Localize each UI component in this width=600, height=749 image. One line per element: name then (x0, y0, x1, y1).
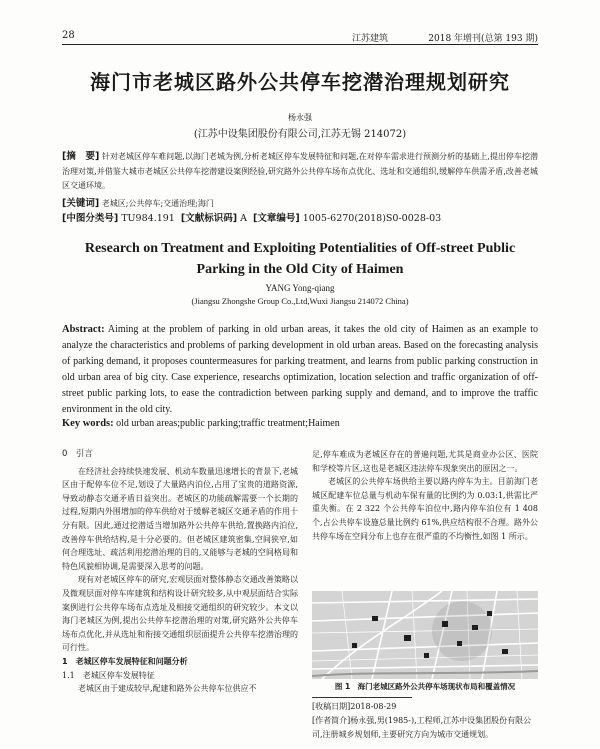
subsection-heading-1-1: 1.1 老城区停车发展特征 (62, 670, 155, 680)
body-paragraph-continued: 足,停车难成为老城区存在的普遍问题,尤其是商业办公区、医院和学校等片区,这也是老城区违法停车现象突出的原因之一。 (312, 450, 538, 473)
abstract-en-text: Aiming at the problem of parking in old urban areas, it takes the old city of Haimen as an example to analyze the characteristics and problems of parking development in old urban areas. Based on the forecasting analysis of parking demand, it proposes countermeasures for parking treatment, and learns from public parking construction in old urban area of big city. Case experience, researchs optimization, location selection and traffic organization of off-street public parking lots, to ease the contradiction between parking supply and demand, and to improve the traffic environment in the old city. (62, 324, 538, 415)
body-paragraph: 老城区由于建成较早,配建和路外公共停车位供应不 (78, 684, 257, 694)
running-header (62, 30, 538, 45)
abstract-cn-label: [摘 要] (62, 151, 100, 162)
paper-title-cn: 海门市老城区路外公共停车挖潜治理规划研究 (90, 70, 510, 94)
keywords-cn-text: 老城区;公共停车;交通治理;海门 (101, 199, 214, 208)
section-heading-1: 1 老城区停车发展特征和问题分析 (62, 656, 188, 666)
footnotes (312, 700, 538, 742)
article-number-value: 1005-6270(2018)S0-0028-03 (302, 213, 442, 224)
doc-code-value: A (240, 213, 247, 224)
keywords-en (62, 418, 538, 429)
body-column-left (62, 448, 298, 696)
figure-1-caption: 图 1 海门老城区路外公共停车场现状布局和覆盖情况 (334, 682, 516, 691)
article-number-label: [文章编号] (253, 213, 300, 224)
abstract-en-label: Abstract: (62, 324, 105, 335)
received-date: [收稿日期]2018-08-29 (312, 702, 397, 711)
classification-line (62, 210, 580, 224)
abstract-cn-text: 针对老城区停车难问题,以海门老城为例,分析老城区停车发展特征和问题,在对停车需求进行预测分析的基础上,提出停车挖潜治理对策,并借鉴大城市老城区公共停车挖潜建设案例经验,研究路外公共停车场布点优化、选址和交通组织,缓解停车供需矛盾,改善老城区交通环境。 (62, 152, 538, 190)
abstract-cn (62, 150, 538, 194)
keywords-en-label: Key words: (62, 418, 114, 429)
body-paragraph: 在经济社会持续快速发展、机动车数量迅速增长的背景下,老城区由于配停车位不足,划设了大量路内泊位,占用了宝贵的道路资源,导致动静态交通矛盾日益突出。老城区的功能疏解需要一个长期的过程,短期内外围增加的停车供给对于缓解老城区交通矛盾的作用十分有限。因此,通过挖潜适当增加路外公共停车供给,置换路内泊位,改善停车供给结构,是十分必要的。但老城区建筑密集,空间狭窄,如何合理选址、疏活利用挖潜治理的目的,又能够与老城的空间格局和特色风貌相协调,是需要深入思考的问题。 (62, 466, 298, 571)
section-heading-introduction: 0 引言 (62, 449, 93, 459)
issue-info: 2018 年增刊(总第 193 期) (428, 34, 538, 44)
clc-value: TU984.191 (121, 213, 175, 224)
doc-code-label: [文献标识码] (180, 213, 238, 224)
affiliation-cn: (江苏中设集团股份有限公司,江苏无锡 214072) (193, 129, 407, 140)
author-cn: 杨永强 (288, 113, 312, 122)
paper-title-en: Research on Treatment and Exploiting Potentialities of Off-street Public Parking in the Old City of Haimen (84, 241, 516, 277)
clc-label: [中图分类号] (62, 213, 119, 224)
map-coverage-area (432, 601, 492, 661)
keywords-en-text: old urban areas;public parking;traffic treatment;Haimen (116, 418, 340, 429)
body-paragraph: 现有对老城区停车的研究,宏观层面对整体静态交通改善策略以及微观层面对停车库建筑和结构设计研究较多,从中观层面结合实际案例进行公共停车场布点选址及相接交通组织的研究较少。本文以海门老城区为例,提出公共停车挖潜治理的对策,研究路外公共停车场布点优化,并从选址和衔接交通组织层面提升公共停车挖潜治理的可行性。 (62, 575, 298, 653)
body-paragraph: 老城区的公共停车场供给主要以路内停车为主。目前海门老城区配建车位总量与机动车保有量的比例约为 0.03:1,供需比严重失衡。在 2 322 个公共停车泊位中,路内停车泊位有 1 408 个,占公共停车设施总量比例约 61%,供应结构很不合理。路外公共停车场在空间分布上也存在很严重的不均衡性,如图 1 所示。 (312, 477, 538, 541)
keywords-cn (62, 195, 538, 209)
affiliation-en: (Jiangsu Zhongshe Group Co.,Ltd,Wuxi Jiangsu 214072 China) (191, 296, 409, 306)
page-number: 28 (62, 30, 75, 41)
author-en: YANG Yong-qiang (265, 283, 335, 293)
keywords-cn-label: [关键词] (62, 198, 100, 209)
body-column-right (312, 448, 538, 543)
author-introduction: [作者简介]杨永强,男(1985-),工程师,江苏中设集团股份有限公司,注册城乡规划师,主要研究方向为城市交通规划。 (312, 716, 532, 739)
journal-name: 江苏建筑 (351, 34, 388, 44)
footnote-rule (312, 697, 412, 698)
abstract-en (62, 322, 538, 418)
figure-1-map (312, 591, 538, 679)
